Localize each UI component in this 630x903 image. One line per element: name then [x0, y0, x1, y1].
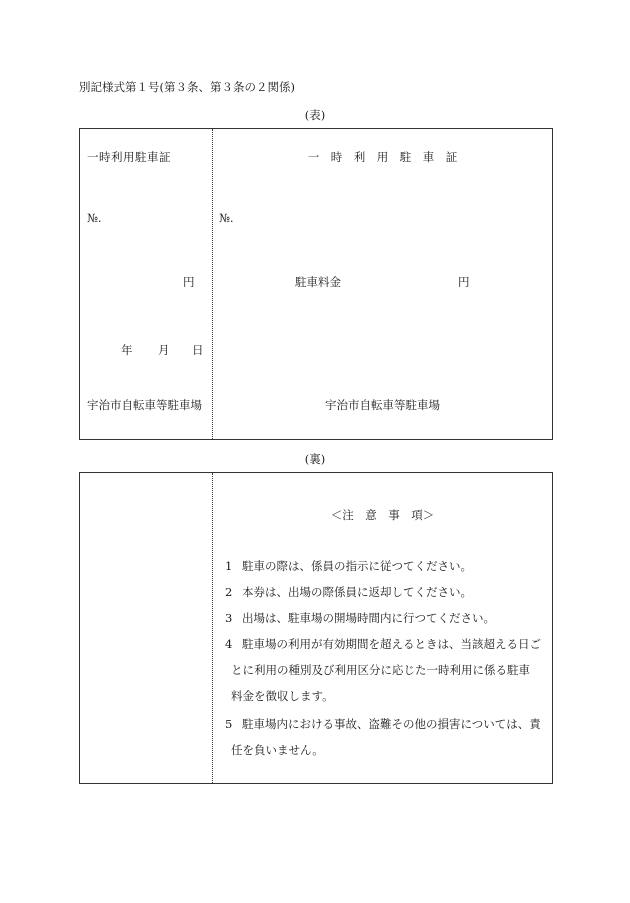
stub-issuer: 宇治市自転車等駐車場 [87, 398, 202, 412]
note-text: 本券は、出場の際係員に返却してください。 [242, 585, 472, 599]
stub-number-label: №. [87, 211, 102, 225]
ticket-number-label: №. [219, 211, 234, 225]
note-item-4-cont-1: とに利用の種別及び利用区分に応じた一時利用に係る駐車 [231, 663, 530, 677]
note-text: 出場は、駐車場の開場時間内に行つてください。 [242, 611, 495, 625]
front-ticket [79, 128, 553, 440]
note-item-3 [225, 610, 495, 626]
note-text: 駐車場の利用が有効期間を超えるときは、当該超える日ご [242, 637, 541, 651]
stub-date-year: 年 [121, 343, 133, 357]
note-item-4 [225, 636, 541, 652]
ticket-issuer: 宇治市自転車等駐車場 [325, 398, 440, 412]
note-number: 2 [225, 585, 233, 599]
front-side-label: (表) [304, 108, 326, 122]
note-number: 1 [225, 559, 233, 573]
note-item-5-cont-1: 任を負いません。 [231, 743, 324, 757]
stub-yen-unit: 円 [183, 275, 195, 289]
form-heading: 別記様式第１号(第３条、第３条の２関係) [79, 80, 295, 94]
fee-yen-unit: 円 [458, 275, 470, 289]
note-number: 4 [225, 637, 233, 651]
stub-date-month: 月 [158, 343, 170, 357]
note-item-5 [225, 716, 541, 732]
back-ticket [79, 472, 553, 784]
note-number: 5 [225, 717, 233, 731]
note-item-2 [225, 584, 472, 600]
fee-label: 駐車料金 [295, 275, 341, 289]
note-text: 駐車場内における事故、盗難その他の損害については、責 [242, 717, 541, 731]
ticket-title: 一 時 利 用 駐 車 証 [307, 150, 458, 164]
back-side-label: (裏) [304, 452, 326, 466]
note-number: 3 [225, 611, 233, 625]
note-item-1 [225, 558, 472, 574]
perforation-line [212, 129, 213, 439]
stub-date-day: 日 [192, 343, 204, 357]
note-item-4-cont-2: 料金を徴収します。 [231, 689, 334, 703]
notes-title: ＜注 意 事 項＞ [330, 508, 435, 522]
stub-title: 一時利用駐車証 [87, 150, 171, 164]
note-text: 駐車の際は、係員の指示に従つてください。 [242, 559, 472, 573]
